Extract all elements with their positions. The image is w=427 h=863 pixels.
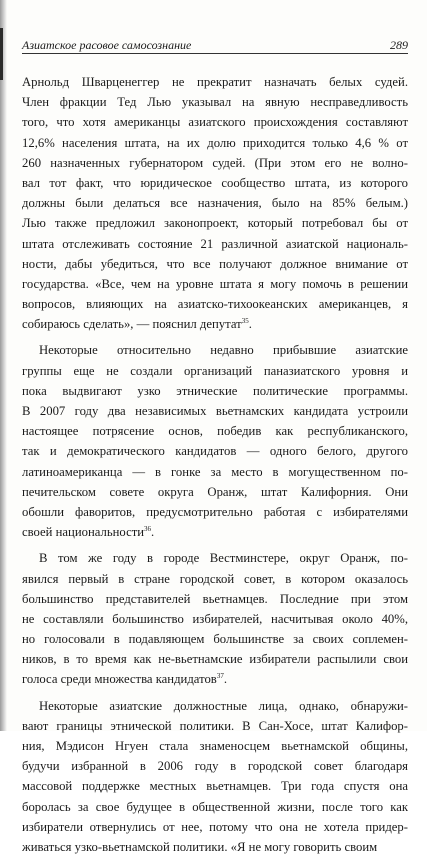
text-line <box>22 629 408 649</box>
line-text: большинство представителей вьетнамцев. Последние при этом <box>22 591 408 606</box>
line-tail: . <box>223 672 227 687</box>
text-line <box>22 669 408 689</box>
line-text: не составляли большинство избирателей, насчитывая около 40%, <box>22 611 408 626</box>
line-text: но голосовали в подавляющем большинстве за своих соплемен- <box>22 632 408 647</box>
paragraph <box>22 340 408 542</box>
line-text: своей национальности <box>22 525 145 540</box>
text-line <box>22 274 408 294</box>
paragraph <box>22 72 408 334</box>
footnote-ref: 37 <box>216 672 224 681</box>
line-text: ников, в то время как не-вьетнамские избиратели распылили свои <box>22 652 408 667</box>
line-text: группы еще не создали организаций паназиатского уровня и <box>22 363 408 378</box>
page-header <box>22 38 408 54</box>
text-line <box>22 522 408 542</box>
line-text: должны были делаться все назначения, было на 85% белым.) <box>22 196 408 211</box>
text-line <box>22 817 408 837</box>
text-line <box>22 589 408 609</box>
text-line <box>22 234 408 254</box>
text-line <box>22 609 408 629</box>
line-text: печительском совете округа Оранж, штат Калифорния. Они <box>22 484 408 499</box>
text-line <box>22 173 408 193</box>
line-text: Некоторые относительно недавно прибывшие азиатские <box>39 343 408 358</box>
line-text: В том же году в городе Вестминстере, округ Оранж, по- <box>39 551 408 566</box>
text-line <box>22 696 408 716</box>
text-line <box>22 314 408 334</box>
running-title: Азиатское расовое самосознание <box>22 38 192 52</box>
text-line <box>22 193 408 213</box>
text-line <box>22 112 408 132</box>
text-line <box>22 361 408 381</box>
line-text: явился первый в стране городской совет, в котором оказалось <box>22 571 408 586</box>
page-number: 289 <box>390 38 408 52</box>
line-text: избиратели отвернулись от нее, потому что она не хотела придер- <box>22 819 408 834</box>
line-text: настоящее потрясение основ, победив как республиканского, <box>22 424 408 439</box>
line-text: латиноамериканца — в гонке за место в могущественном по- <box>22 464 408 479</box>
text-line <box>22 294 408 314</box>
text-line <box>22 482 408 502</box>
text-line <box>22 441 408 461</box>
line-text: так и демократического кандидатов — одного белого, другого <box>22 444 408 459</box>
line-text: боролась за свое будущее в общественной жизни, после того как <box>22 799 408 814</box>
line-text: Лью также предложил законопроект, который потребовал бы от <box>22 216 408 231</box>
text-line <box>22 340 408 360</box>
line-text: пока выдвигают узко этнические политические программы. <box>22 383 408 398</box>
text-line <box>22 462 408 482</box>
paragraph <box>22 696 408 858</box>
line-text: В 2007 году два независимых вьетнамских кандидата устроили <box>22 404 408 418</box>
line-text: вают границы этнической политики. В Сан-Хосе, штат Калифор- <box>22 718 408 733</box>
line-tail: . <box>151 525 155 540</box>
line-text: Член фракции Тед Лью указывал на явную несправедливость <box>22 95 408 110</box>
text-line <box>22 649 408 669</box>
text-line <box>22 401 408 421</box>
footnote-ref: 35 <box>241 317 249 326</box>
line-text: государства. «Все, чем на уровне штата я могу помочь в решении <box>22 276 408 291</box>
text-line <box>22 756 408 776</box>
line-text: Некоторые азиатские должностные лица, однако, обнаружи- <box>39 698 408 713</box>
line-text: вал тот факт, что юридическое сообщество штата, из которого <box>22 175 408 190</box>
line-text: собираюсь сделать», — пояснил депутат <box>22 317 242 332</box>
line-text: будучи избранной в 2006 году в городской совет благодаря <box>22 759 408 774</box>
paragraph <box>22 548 408 689</box>
text-line <box>22 797 408 817</box>
line-text: 260 назначенных губернатором судей. (При этом его не волно- <box>22 155 408 170</box>
footnote-ref: 36 <box>144 525 152 534</box>
text-line <box>22 502 408 522</box>
text-line <box>22 421 408 441</box>
text-line <box>22 716 408 736</box>
text-line <box>22 381 408 401</box>
line-text: Арнольд Шварценеггер не прекратит назначать белых судей. <box>22 75 408 89</box>
line-text: обошли фаворитов, предусмотрительно работая с избирателями <box>22 504 408 519</box>
line-tail: . <box>248 317 252 332</box>
line-text: массовой поддержке местных вьетнамцев. Три года спустя она <box>22 779 408 794</box>
spine-mark <box>0 28 3 80</box>
text-line <box>22 153 408 173</box>
text-line <box>22 92 408 112</box>
text-line <box>22 133 408 153</box>
spine-shadow <box>0 0 7 731</box>
text-line <box>22 569 408 589</box>
line-text: ности, дабы убедиться, что все получают должное внимание от <box>22 256 408 271</box>
text-line <box>22 254 408 274</box>
line-text: того, что хотя американцы азиатского происхождения составляют <box>22 115 408 130</box>
text-line <box>22 213 408 233</box>
line-text: живаться узко-вьетнамской политики. «Я не могу говорить своим <box>22 839 378 854</box>
line-text: штата отслеживать состояние 21 различной азиатской националь- <box>22 236 408 251</box>
line-text: голоса среди множества кандидатов <box>22 672 217 687</box>
line-text: ния, Мэдисон Нгуен стала знаменосцем вьетнамской общины, <box>22 739 408 753</box>
line-text: 12,6% населения штата, на их долю приходится только 4,6 % от <box>22 135 408 150</box>
body-text <box>22 72 408 863</box>
text-line <box>22 72 408 92</box>
line-text: вопросов, влияющих на азиатско-тихоокеанских американцев, я <box>22 297 408 312</box>
text-line <box>22 548 408 568</box>
text-line <box>22 776 408 796</box>
text-line <box>22 837 408 857</box>
header-rule <box>22 53 408 54</box>
text-line <box>22 736 408 756</box>
